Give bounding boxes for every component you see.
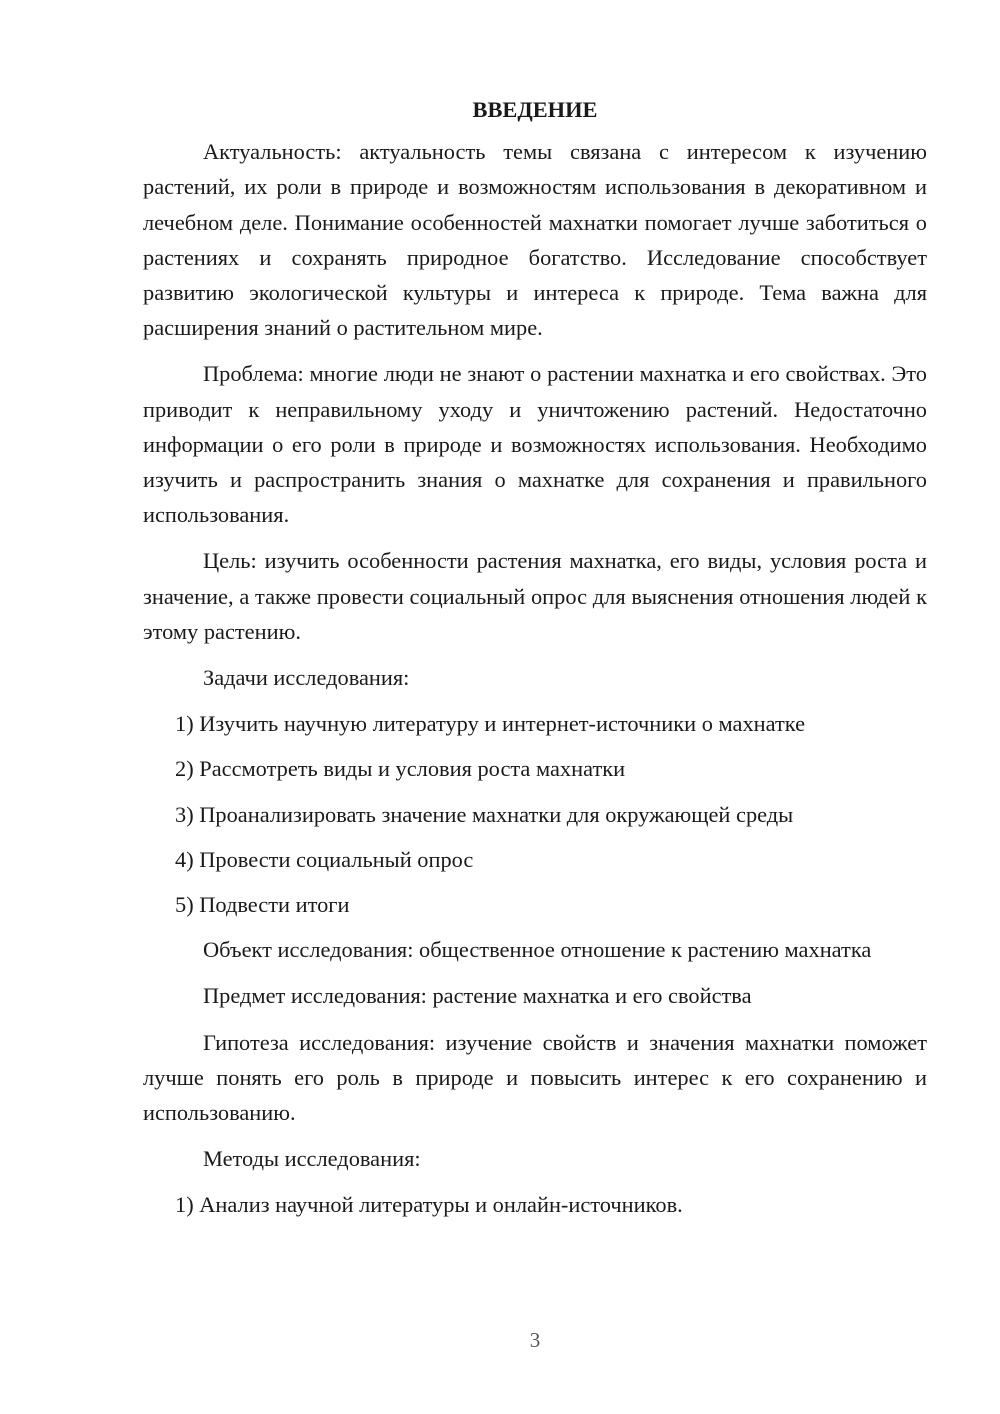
task-item: 5) Подвести итоги	[175, 892, 350, 918]
task-item: 3) Проанализировать значение махнатки для окружающей среды	[175, 801, 794, 827]
tasks-heading: Задачи исследования:	[203, 665, 410, 691]
methods-heading: Методы исследования:	[203, 1146, 421, 1172]
relevance-paragraph: Актуальность: актуальность темы связана с интересом к изучению растений, их роли в природе и возможностям использования в декоративном и лечебном деле. Понимание особенностей махнатки помогает лучше заботиться о растениях и сохранять природное богатство. Исследование способствует развитию экологической культуры и интереса к природе. Тема важна для расширения знаний о растительном мире.	[143, 139, 927, 341]
task-item: 4) Провести социальный опрос	[175, 846, 474, 872]
task-item: 2) Рассмотреть виды и условия роста махнатки	[175, 756, 626, 782]
page-number: 3	[529, 1328, 541, 1352]
subject-paragraph: Предмет исследования: растение махнатка и его свойства	[203, 983, 752, 1009]
hypothesis-paragraph: Гипотеза исследования: изучение свойств и значения махнатки поможет лучше понять его роль в природе и повысить интерес к его сохранению и использованию.	[143, 1029, 927, 1126]
page-content	[143, 92, 927, 1233]
section-title: ВВЕДЕНИЕ	[472, 97, 598, 122]
task-item: 1) Изучить научную литературу и интернет-источники о махнатке	[175, 711, 806, 737]
object-paragraph: Объект исследования: общественное отношение к растению махнатка	[203, 937, 872, 963]
problem-paragraph: Проблема: многие люди не знают о растении махнатка и его свойствах. Это приводит к неправильному уходу и уничтожению растений. Недостаточно информации о его роли в природе и возможностях использования. Необходимо изучить и распространить знания о махнатке для сохранения и правильного использования.	[143, 361, 927, 528]
goal-paragraph: Цель: изучить особенности растения махнатка, его виды, условия роста и значение, а также провести социальный опрос для выяснения отношения людей к этому растению.	[143, 548, 927, 644]
method-item: 1) Анализ научной литературы и онлайн-источников.	[175, 1192, 683, 1218]
